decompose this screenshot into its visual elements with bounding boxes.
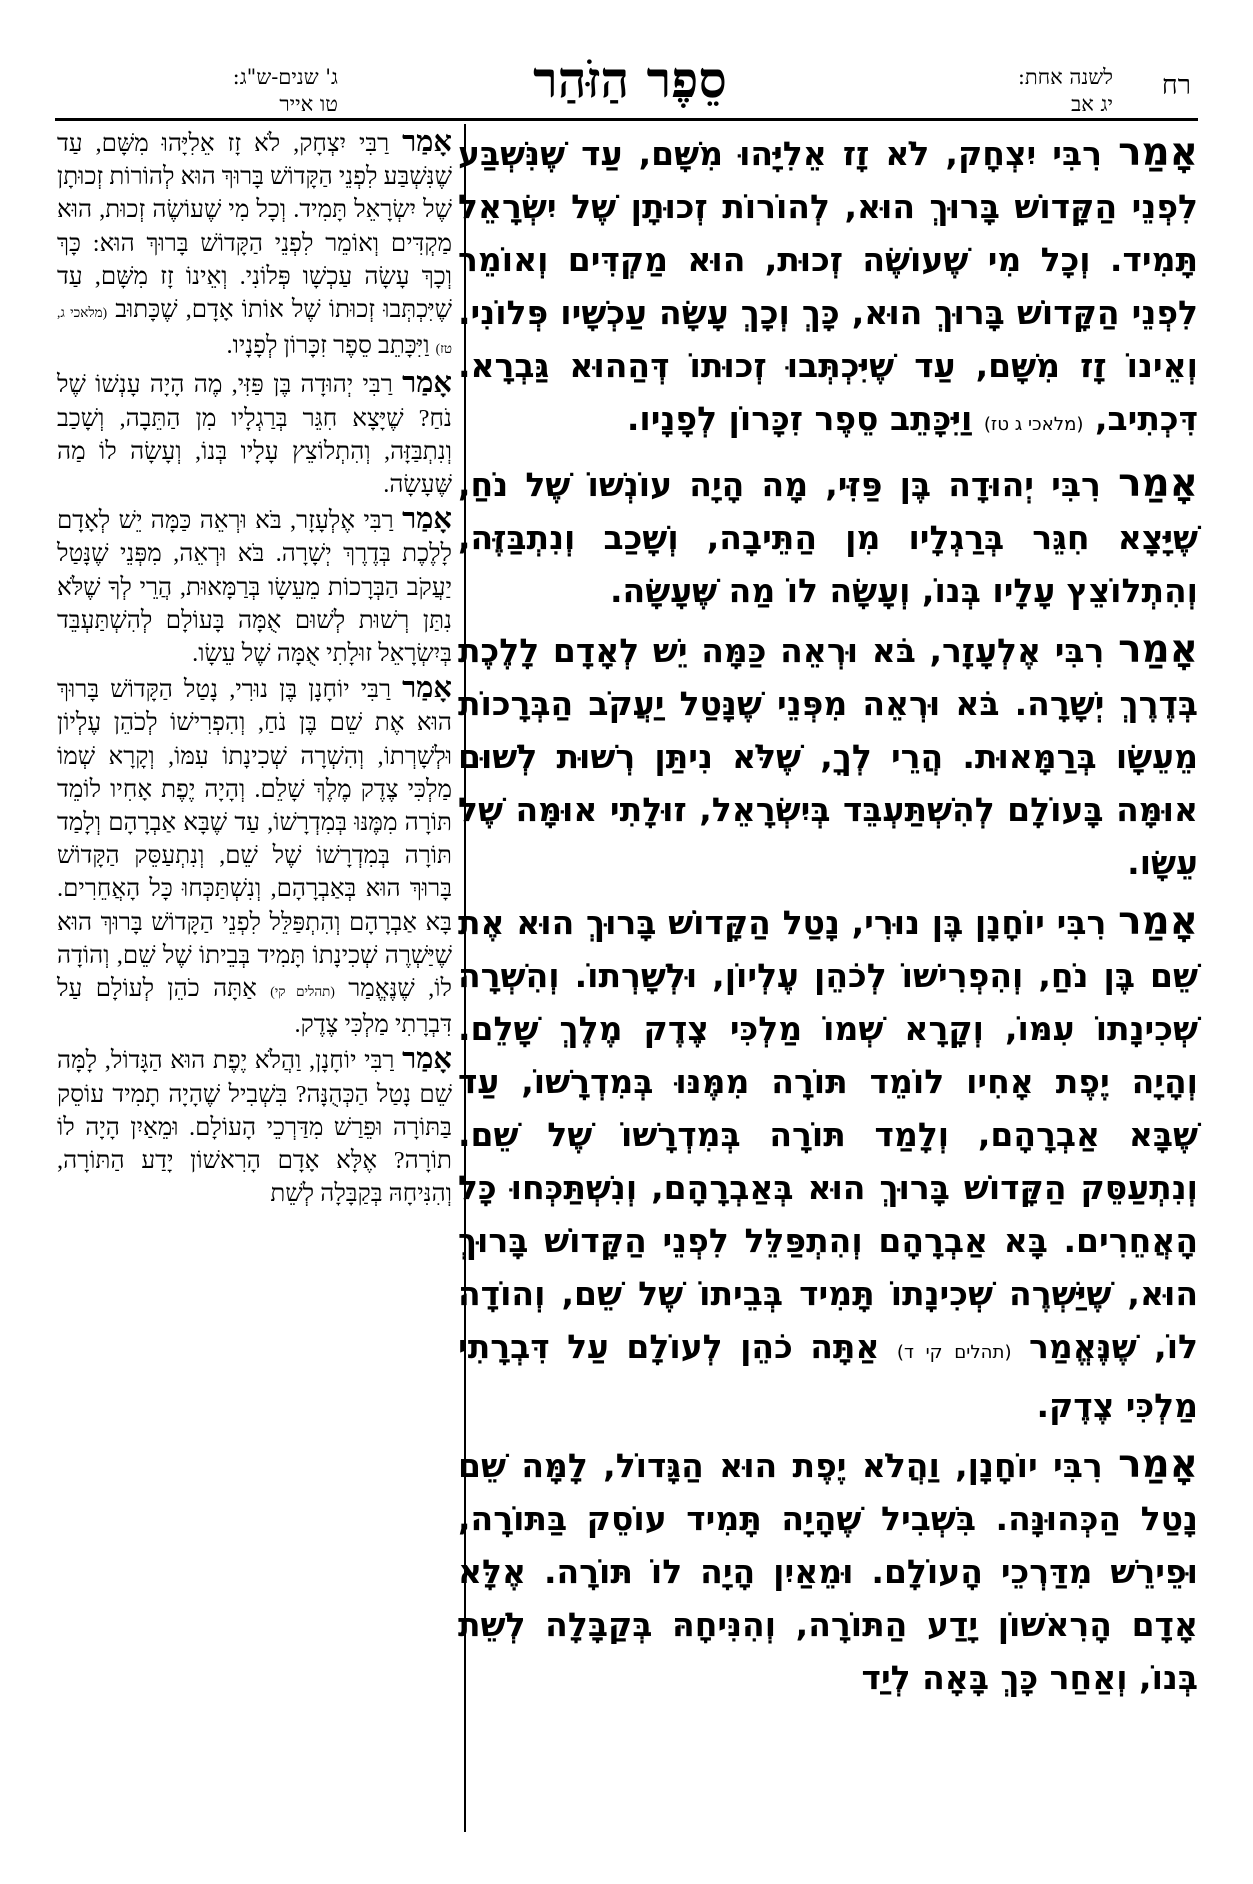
- side-paragraph: [57, 126, 452, 365]
- header-right-line1: לשנה אחת:: [1017, 65, 1113, 89]
- main-paragraph: [458, 457, 1198, 617]
- paragraph-lead-word: אָמַר: [402, 1043, 452, 1076]
- paragraph-text: רִבִּי יוֹחָנָן, וַהֲלֹא יֶפֶת הוּא הַגָּדוֹל, לָמָּה שֵׁם נָטַל הַכְּהוּנָּה. בִּשְׁבִיל שֶׁהָיָה תָּמִיד עוֹסֵק בַּתּוֹרָה, וּפֵירֵשׁ מִדַּרְכֵי הָעוֹלָם. וּמֵאַיִן הָיָה לוֹ תּוֹרָה. אֶלָּא אָדָם הָרִאשׁוֹן יָדַע הַתּוֹרָה, וְהִנִּיחָהּ בְּקַבָּלָה לְשֵׁת בְּנוֹ, וְאַחַר כָּךְ בָּאָה לְיַד: [458, 1446, 1198, 1697]
- scripture-reference: (תהלים קי): [270, 984, 335, 1000]
- paragraph-lead-word: אָמַר: [1118, 1442, 1198, 1487]
- paragraph-text: רִבִּי אֶלְעָזָר, בֹּא וּרְאֵה כַּמָּה יֵשׁ לְאָדָם לָלֶכֶת בְּדֶרֶךְ יְשָׁרָה. בֹּא וּרְאֵה מִפְּנֵי שֶׁנָּטַל יַעֲקֹב הַבְּרָכוֹת מֵעֵשָׂו בְּרַמָּאוּת. הֲרֵי לְךָ, שֶׁלֹּא נִיתַּן רְשׁוּת לְשׁוּם אוּמָּה בָּעוֹלָם לְהִשְׁתַּעְבֵּד בְּיִשְׂרָאֵל, זוּלָתִי אוּמָּה שֶׁל עֵשָׂו.: [458, 631, 1198, 882]
- book-title: סֵפֶר הַזֹּהַר: [533, 50, 727, 109]
- paragraph-tail: אַתָּה כֹהֵן לְעוֹלָם עַל דִּבְרָתִי מַלְכִּי צֶדֶק.: [458, 1327, 1198, 1425]
- paragraph-text: רַבִּי יְהוּדָה בֶּן פַּזִּי, מֶה הָיָה עָנְשׁוֹ שֶׁל נֹחַ? שֶׁיָּצָא חִגֵּר בְּרַגְלָיו מִן הַתֵּבָה, וְשָׁכַב וְנִתְבַּזָּה, וְהִתְלוֹצֵץ עָלָיו בְּנוֹ, וְעָשָׂה לוֹ מַה שֶּׁעָשָׂה.: [57, 371, 452, 499]
- main-paragraph: [458, 895, 1198, 1432]
- scripture-reference: (תהלים קי ד): [896, 1342, 1012, 1363]
- side-paragraph: [57, 503, 452, 670]
- main-text-column: [458, 126, 1198, 1704]
- paragraph-text: רִבִּי יוֹחָנָן בֶּן נוּרִי, נָטַל הַקָּדוֹשׁ בָּרוּךְ הוּא אֶת שֵׁם בֶּן נֹחַ, וְהִפְרִישׁוֹ לְכֹהֵן עֶלְיוֹן, וּלְשָׁרְתוֹ. וְהִשְׁרָה שְׁכִינָתוֹ עִמּוֹ, וְקָרָא שְׁמוֹ מַלְכִּי צֶדֶק מֶלֶךְ שָׁלֵם. וְהָיָה יֶפֶת אָחִיו לוֹמֵד תּוֹרָה מִמֶּנּוּ בְּמִדְרָשׁוֹ, עַד שֶׁבָּא אַבְרָהָם, וְלָמַד תּוֹרָה בְּמִדְרָשׁוֹ שֶׁל שֵׁם. וְנִתְעַסֵּק הַקָּדוֹשׁ בָּרוּךְ הוּא בְּאַבְרָהָם, וְנִשְׁתַּכְּחוּ כָּל הָאֲחֵרִים. בָּא אַבְרָהָם וְהִתְפַּלֵּל לִפְנֵי הַקָּדוֹשׁ בָּרוּךְ הוּא, שֶׁיַּשְׁרֶה שְׁכִינָתוֹ תָּמִיד בְּבֵיתוֹ שֶׁל שֵׁם, וְהוֹדָה לוֹ, שֶׁנֶּאֱמַר: [458, 903, 1198, 1366]
- page-number: רח: [1161, 70, 1191, 101]
- main-paragraph: [458, 126, 1198, 451]
- paragraph-lead-word: אָמַר: [1118, 461, 1198, 506]
- main-paragraph: [458, 1438, 1198, 1704]
- paragraph-text: רַבִּי יִצְחָק, לֹא זָז אֵלִיָּהוּ מִשָּׁם, עַד שֶׁנִּשְׁבַּע לִפְנֵי הַקָּדוֹשׁ בָּרוּךְ הוּא לְהוֹרוֹת זְכוּתָן שֶׁל יִשְׂרָאֵל תָּמִיד. וְכָל מִי שֶׁעוֹשֶׂה זְכוּת, הוּא מַקְדִּים וְאוֹמֵר לִפְנֵי הַקָּדוֹשׁ בָּרוּךְ הוּא: כָּךְ וְכָךְ עָשָׂה עַכְשָׁו פְּלוֹנִי. וְאֵינוֹ זָז מִשָּׁם, עַד שֶׁיִּכְתְּבוּ זְכוּתוֹ שֶׁל אוֹתוֹ אָדָם, שֶׁכָּתוּב: [57, 130, 452, 324]
- paragraph-tail: וַיִּכָּתֵב סֵפֶר זִכָּרוֹן לְפָנָיו.: [626, 399, 984, 438]
- paragraph-text: רַבִּי יוֹחָנָן בֶּן נוּרִי, נָטַל הַקָּדוֹשׁ בָּרוּךְ הוּא אֶת שֵׁם בֶּן נֹחַ, וְהִפְרִישׁוֹ לְכֹהֵן עֶלְיוֹן וּלְשָׁרְתוֹ, וְהִשְׁרָה שְׁכִינָתוֹ עִמּוֹ, וְקָרָא שְׁמוֹ מַלְכִּי צֶדֶק מֶלֶךְ שָׁלֵם. וְהָיָה יֶפֶת אָחִיו לוֹמֵד תּוֹרָה מִמֶּנּוּ בְּמִדְרָשׁוֹ, עַד שֶׁבָּא אַבְרָהָם וְלָמַד תּוֹרָה בְּמִדְרָשׁוֹ שֶׁל שֵׁם, וְנִתְעַסֵּק הַקָּדוֹשׁ בָּרוּךְ הוּא בְּאַבְרָהָם, וְנִשְׁתַּכְּחוּ כָּל הָאֲחֵרִים. בָּא אַבְרָהָם וְהִתְפַּלֵּל לִפְנֵי הַקָּדוֹשׁ בָּרוּךְ הוּא שֶׁיַּשְׁרֶה שְׁכִינָתוֹ תָּמִיד בְּבֵיתוֹ שֶׁל שֵׁם, וְהוֹדָה לוֹ, שֶׁנֶּאֱמַר: [57, 676, 453, 1003]
- paragraph-lead-word: אָמַר: [402, 367, 452, 400]
- paragraph-lead-word: אָמַר: [402, 126, 452, 158]
- paragraph-tail: וַיִּכָּתֵב סֵפֶר זִכָּרוֹן לְפָנָיו.: [226, 332, 436, 360]
- header-left-note: [58, 64, 338, 124]
- paragraph-lead-word: אָמַר: [1118, 899, 1198, 944]
- main-paragraph: [458, 623, 1198, 889]
- header-right-line2: יג אב: [1071, 92, 1113, 116]
- paragraph-lead-word: אָמַר: [1118, 130, 1198, 175]
- header-left-line2: טו אייר: [279, 92, 338, 116]
- side-text-column: [57, 126, 452, 1211]
- scripture-reference: (מלאכי ג טז): [983, 414, 1084, 435]
- header-right-note: [853, 64, 1113, 124]
- paragraph-text: רַבִּי יוֹחָנָן, וַהֲלֹא יֶפֶת הוּא הַגָּדוֹל, לָמָּה שֵׁם נָטַל הַכְּהֻנָּה? בִּשְׁבִיל שֶׁהָיָה תָמִיד עוֹסֵק בַּתּוֹרָה וּפֵרַשׁ מִדַּרְכֵי הָעוֹלָם. וּמֵאַיִן הָיָה לוֹ תוֹרָה? אֶלָּא אָדָם הָרִאשׁוֹן יָדַע הַתּוֹרָה, וְהִנִּיחָהּ בְּקַבָּלָה לְשֵׁת: [57, 1047, 452, 1208]
- paragraph-lead-word: אָמַר: [1118, 627, 1198, 672]
- header-rule: [55, 118, 1198, 121]
- paragraph-text: רִבִּי יְהוּדָה בֶּן פַּזִּי, מָה הָיָה עוֹנְשׁוֹ שֶׁל נֹחַ, שֶׁיָּצָא חִגֵּר בְּרַגְלָיו מִן הַתֵּיבָה, וְשָׁכַב וְנִתְבַּזֶּה, וְהִתְלוֹצֵץ עָלָיו בְּנוֹ, וְעָשָׂה לוֹ מַה שֶּׁעָשָׂה.: [458, 465, 1198, 610]
- header-left-line1: ג' שנים-ש"ג:: [232, 65, 338, 89]
- paragraph-lead-word: אָמַר: [402, 503, 452, 536]
- scripture-reference: (מלאכי ג, טז): [57, 305, 452, 357]
- paragraph-tail: אַתָּה כֹהֵן לְעוֹלָם עַל דִּבְרָתִי מַלְכִּי צֶדֶק.: [57, 975, 452, 1039]
- paragraph-text: רַבִּי אֶלְעָזָר, בֹּא וּרְאֵה כַּמָּה יֵשׁ לְאָדָם לָלֶכֶת בְּדֶרֶךְ יְשָׁרָה. בֹּא וּרְאֵה, מִפְּנֵי שֶׁנָּטַל יַעֲקֹב הַבְּרָכוֹת מֵעֵשָׂו בְּרַמָּאוּת, הֲרֵי לְךָ שֶׁלֹּא נִתַּן רְשׁוּת לְשׁוּם אֻמָּה בָּעוֹלָם לְהִשְׁתַּעְבֵּד בְּיִשְׂרָאֵל זוּלָתִי אֻמָּה שֶׁל עֵשָׂו.: [57, 507, 452, 668]
- paragraph-text: רִבִּי יִצְחָק, לֹא זָז אֵלִיָּהוּ מִשָּׁם, עַד שֶׁנִּשְׁבַּע לִפְנֵי הַקָּדוֹשׁ בָּרוּךְ הוּא, לְהוֹרוֹת זְכוּתָן שֶׁל יִשְׂרָאֵל תָּמִיד. וְכָל מִי שֶׁעוֹשֶׂה זְכוּת, הוּא מַקְדִּים וְאוֹמֵר לִפְנֵי הַקָּדוֹשׁ בָּרוּךְ הוּא, כָּךְ וְכָךְ עָשָׂה עַכְשָׁיו פְּלוֹנִי. וְאֵינוֹ זָז מִשָּׁם, עַד שֶׁיִּכְתְּבוּ זְכוּתוֹ דְּהַהוּא גַּבְרָא. דִּכְתִיב,: [458, 134, 1198, 438]
- paragraph-lead-word: אָמַר: [402, 672, 452, 705]
- side-paragraph: [57, 367, 452, 501]
- side-paragraph: [57, 1043, 452, 1210]
- side-paragraph: [57, 672, 452, 1041]
